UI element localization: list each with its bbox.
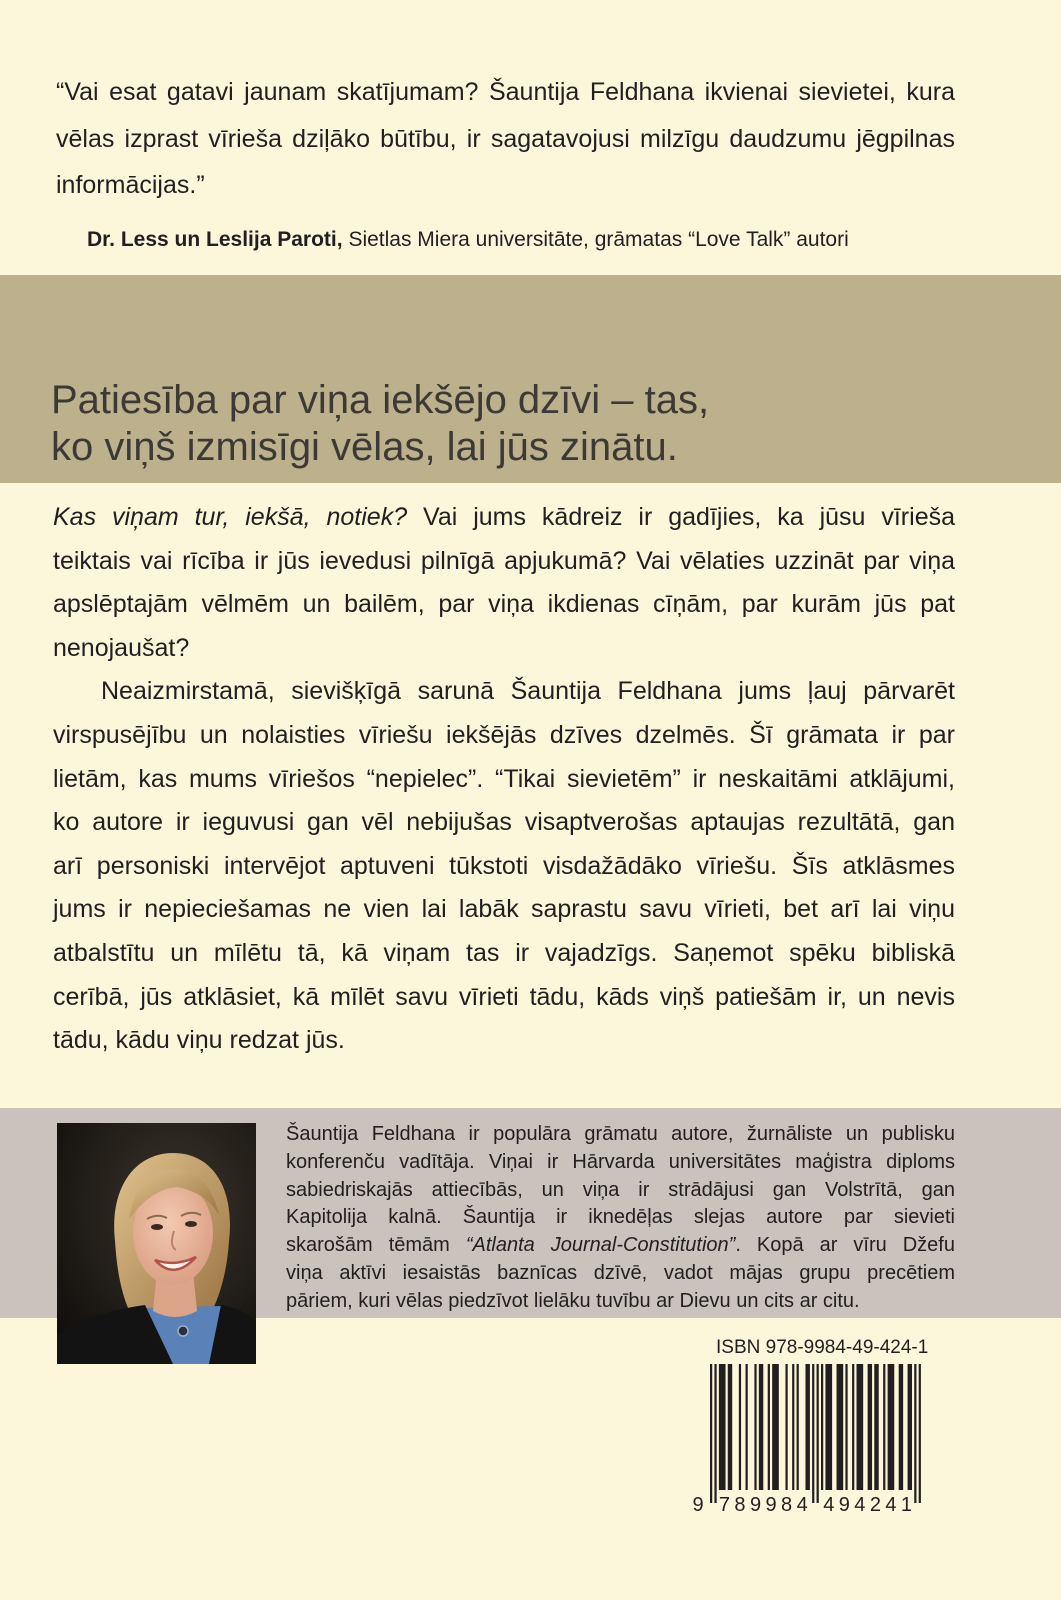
barcode-guard-bar xyxy=(914,1364,916,1503)
barcode-digit: 9 xyxy=(692,1494,704,1516)
barcode-digit: 7 xyxy=(718,1494,730,1516)
barcode-digit: 8 xyxy=(734,1494,746,1516)
endorsement-quote xyxy=(56,69,955,209)
barcode-bar xyxy=(719,1364,726,1490)
barcode-bar xyxy=(852,1364,854,1490)
bio-line-text: skarošām tēmām xyxy=(286,1234,450,1257)
bio-line: Šauntija Feldhana ir populāra grāmatu autore, žurnāliste un publisku xyxy=(286,1123,955,1145)
barcode-bar xyxy=(754,1364,756,1490)
bio-line: konferenču vadītāja. Viņai ir Hārvarda universitātes maģistra diploms xyxy=(286,1150,955,1173)
headline-line: ko viņš izmisīgi vēlas, lai jūs zinātu. xyxy=(51,425,678,469)
barcode-bar xyxy=(883,1364,885,1490)
barcode-guard-bar xyxy=(919,1364,921,1503)
bio-line: sabiedriskajās attiecībās, un viņa ir strādājusi gan Volstrītā, gan xyxy=(286,1178,955,1201)
bio-line: Kapitolija kalnā. Šauntija ir iknedēļas slejas autore par sievieti xyxy=(286,1206,955,1229)
barcode-bar xyxy=(772,1364,779,1490)
description-lead-question: Kas viņam tur, iekšā, notiek? xyxy=(53,503,408,531)
description-paragraph xyxy=(53,496,955,670)
description-line: virspusējību un nolaisties vīriešu iekšējās dzīves dzelmēs. Šī grāmata ir par xyxy=(53,720,955,749)
barcode-digit: 2 xyxy=(869,1494,881,1516)
author-bio xyxy=(286,1121,955,1316)
description-paragraph xyxy=(53,670,955,1062)
barcode-bar xyxy=(868,1364,872,1490)
quote-line: vēlas izprast vīrieša dziļāko būtību, ir sagatavojusi milzīgu daudzumu jēgpilnas xyxy=(56,124,955,153)
barcode-digit: 1 xyxy=(900,1494,913,1516)
barcode-guard-bar xyxy=(714,1364,716,1503)
barcode-digit: 9 xyxy=(838,1494,850,1516)
quote-line: informācijas.” xyxy=(56,171,205,199)
description-line: teiktais vai rīcība ir jūs ievedusi pilnīgā apjukumā? Vai vēlaties uzzināt par viņa xyxy=(53,546,955,575)
barcode-bar xyxy=(837,1364,844,1490)
barcode-guard-bar xyxy=(710,1364,712,1503)
bio-line-text: . Kopā ar vīru Džefu xyxy=(735,1234,955,1257)
headline xyxy=(51,377,709,471)
barcode-bar xyxy=(797,1364,799,1490)
quote-attribution xyxy=(87,226,849,254)
description-line: apslēptajām vēlmēm un bailēm, par viņa ikdienas cīņām, par kurām jūs pat xyxy=(53,590,955,619)
barcode-bar xyxy=(746,1364,748,1490)
barcode-bar xyxy=(759,1364,763,1490)
barcode-bar xyxy=(874,1364,878,1490)
barcode-guard-bar xyxy=(812,1364,814,1503)
book-description xyxy=(53,496,955,1063)
bio-publication-title: “Atlanta Journal-Constitution” xyxy=(465,1234,736,1257)
barcode-bar xyxy=(845,1364,847,1490)
author-photo xyxy=(57,1123,256,1364)
bio-line: viņa aktīvi iesaistās baznīcas dzīvē, vadot mājas grupu precētiem xyxy=(286,1261,955,1284)
description-line: jums ir nepieciešamas ne vien lai labāk saprastu savu vīrieti, bet arī lai viņu xyxy=(53,895,955,924)
attribution-affiliation: Sietlas Miera universitāte, grāmatas “Love Talk” autori xyxy=(348,228,849,251)
description-line: lietām, kas mums vīriešos “nepielec”. “Tikai sievietēm” ir neskaitāmi atklājumi, xyxy=(53,764,955,793)
isbn-label: ISBN 978-9984-49-424-1 xyxy=(716,1337,929,1358)
description-line: arī personiski intervējot aptuveni tūkstoti visdažādāko vīriešu. Šīs atklāsmes xyxy=(53,851,955,880)
barcode-bar xyxy=(768,1364,770,1490)
barcode-bar xyxy=(728,1364,732,1490)
quote-line: “Vai esat gatavi jaunam skatījumam? Šauntija Feldhana ikvienai sievietei, kura xyxy=(56,78,955,106)
barcode-bar xyxy=(888,1364,895,1490)
description-line: cerībā, jūs atklāsiet, kā mīlēt savu vīrieti tādu, kāds viņš patiešām ir, un nevis xyxy=(53,982,955,1011)
barcode-digit: 4 xyxy=(796,1494,808,1516)
barcode-bar xyxy=(908,1364,912,1490)
barcode-guard-bar xyxy=(817,1364,819,1503)
description-line: ko autore ir ieguvusi gan vēl nebijušas visaptverošas aptaujas rezultātā, gan xyxy=(53,808,955,837)
bio-line xyxy=(286,1232,955,1260)
description-line: Neaizmirstamā, sievišķīgā sarunā Šauntija Feldhana jums ļauj pārvarēt xyxy=(101,677,955,706)
barcode-bar xyxy=(825,1364,832,1490)
barcode-digit: 9 xyxy=(765,1494,777,1516)
description-line: nenojaušat? xyxy=(53,633,190,662)
barcode-bar xyxy=(857,1364,864,1490)
description-line-text: Vai jums kādreiz ir gadījies, ka jūsu vīrieša xyxy=(423,503,955,531)
barcode-digit: 4 xyxy=(885,1494,897,1516)
barcode-bar xyxy=(821,1364,823,1490)
barcode-digit: 4 xyxy=(854,1494,866,1516)
barcode-bar xyxy=(785,1364,787,1490)
bio-line: pāriem, kuri vēlas piedzīvot lielāku tuvību ar Dievu un cits ar citu. xyxy=(286,1289,860,1312)
description-line: atbalstītu un mīlētu tā, kā viņam tas ir vajadzīgs. Saņemot spēku bibliskā xyxy=(53,938,955,967)
description-line: tādu, kādu viņu redzat jūs. xyxy=(53,1026,345,1055)
attribution-names: Dr. Less un Leslija Paroti, xyxy=(87,228,343,251)
barcode-bar xyxy=(792,1364,794,1490)
isbn-barcode xyxy=(690,1362,930,1522)
barcode-digit: 8 xyxy=(781,1494,793,1516)
barcode-digit: 9 xyxy=(749,1494,762,1516)
description-line xyxy=(53,496,955,540)
barcode-bar xyxy=(899,1364,903,1490)
headline-line: Patiesība par viņa iekšējo dzīvi – tas, xyxy=(51,378,710,422)
barcode-digit: 4 xyxy=(823,1494,835,1516)
barcode-bar xyxy=(805,1364,809,1490)
barcode-bar xyxy=(739,1364,741,1490)
